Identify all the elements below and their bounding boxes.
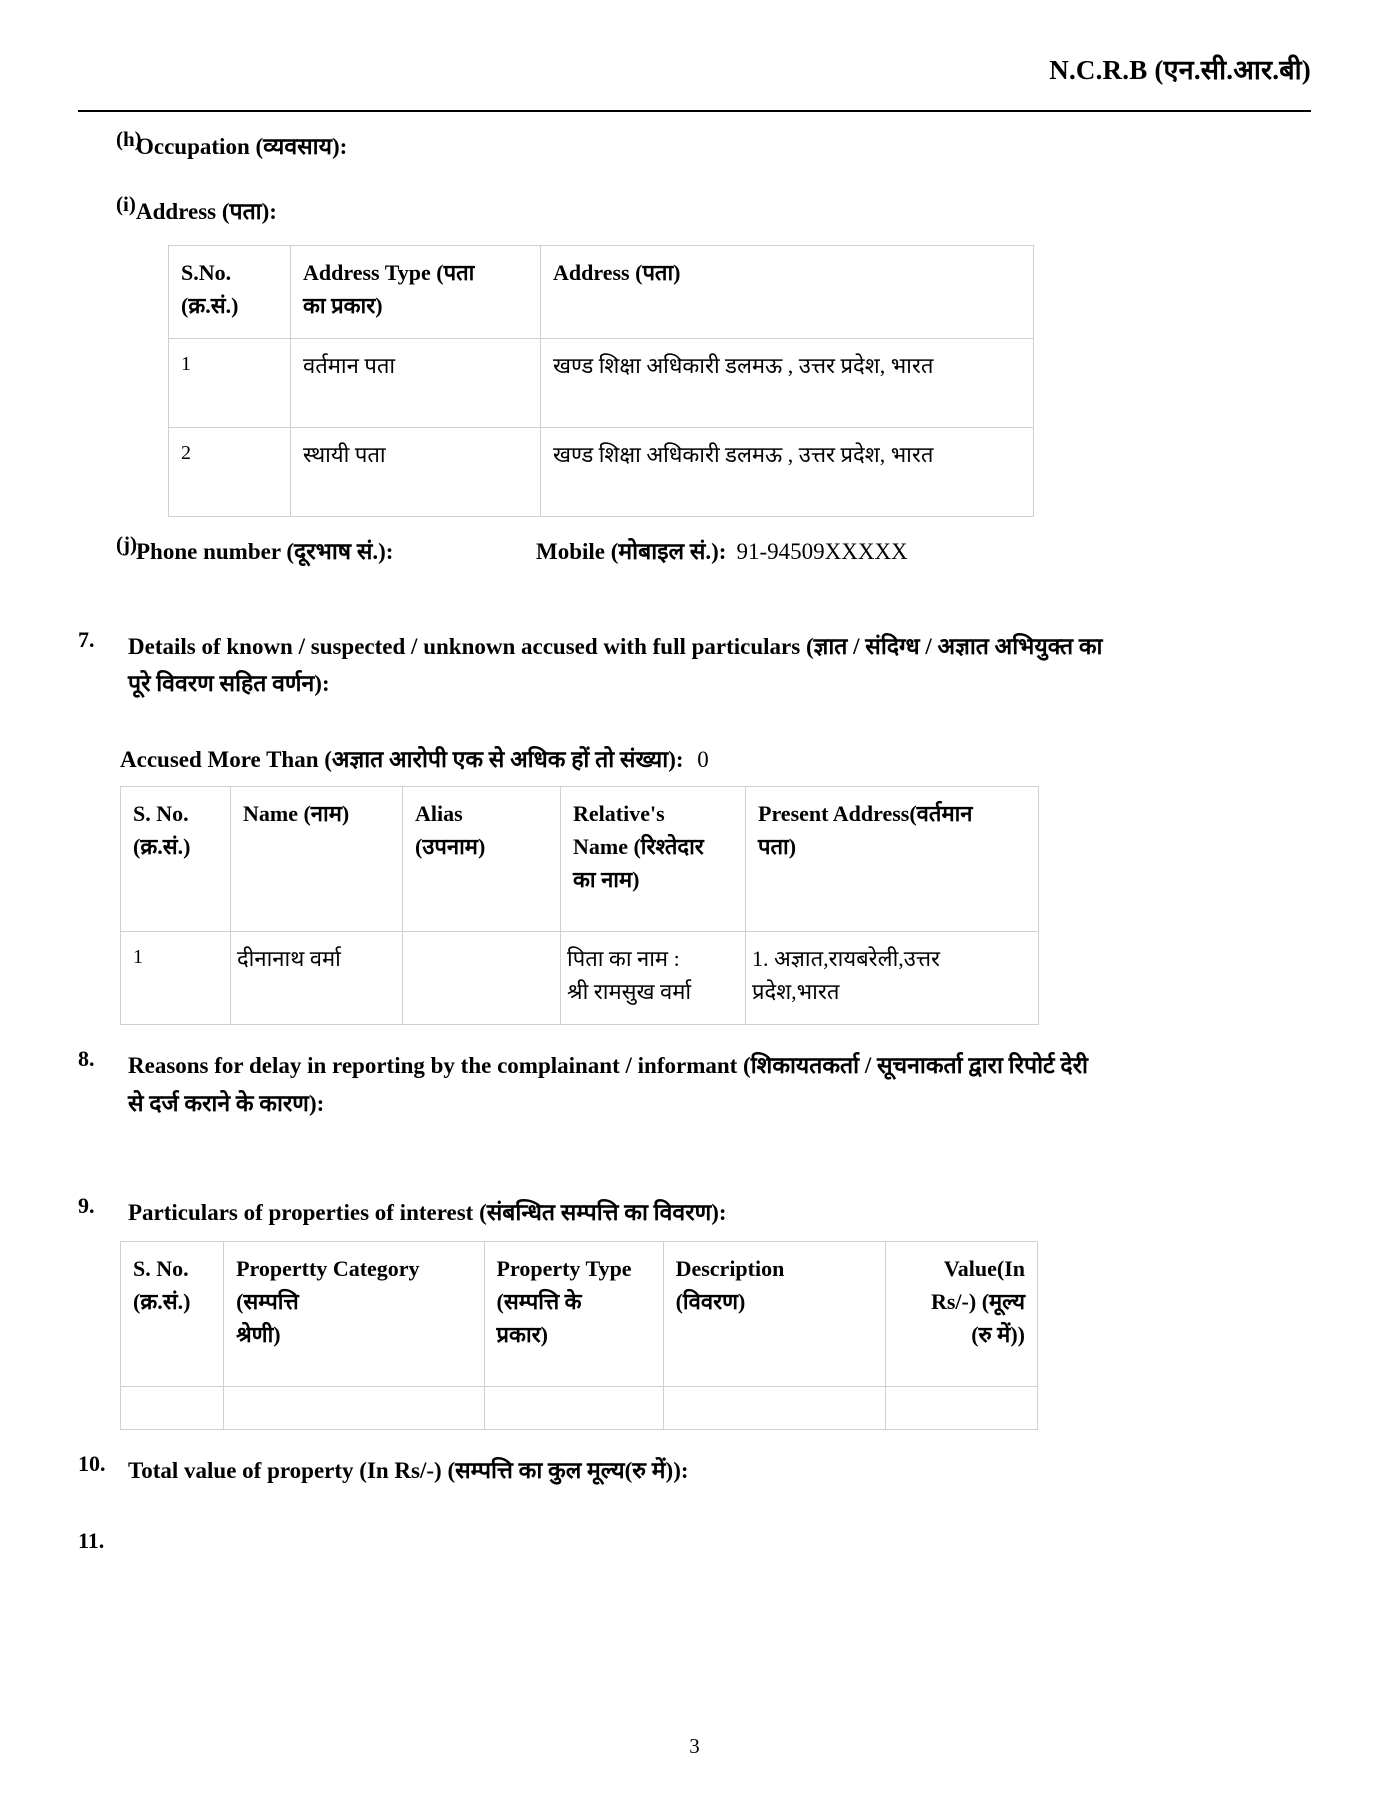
col-header-sno-line2: (क्र.सं.) — [181, 292, 239, 318]
accused-table — [120, 786, 1039, 1025]
item-marker-i: (i) — [116, 192, 136, 217]
col-header-accused-alias-line2: (उपनाम) — [415, 834, 486, 860]
cell-address: खण्ड शिक्षा अधिकारी डलमऊ , उत्तर प्रदेश, भारत — [541, 338, 1034, 427]
col-header-address — [541, 245, 1034, 338]
cell-property-sno — [121, 1387, 224, 1430]
col-header-accused-sno-line1: S. No. — [133, 801, 189, 827]
properties-label: Particulars of properties of interest (संबन्धित सम्पत्ति का विवरण): — [128, 1199, 727, 1225]
col-header-accused-alias-line1: Alias — [415, 801, 463, 827]
cell-property-type — [484, 1387, 663, 1430]
total-property-value-label: Total value of property (In Rs/-) (सम्पत्ति का कुल मूल्य(रु में)): — [128, 1458, 689, 1483]
col-header-present-address-line1: Present Address(वर्तमान — [758, 801, 973, 827]
field-total-property-value — [78, 1452, 1311, 1489]
cell-relatives-name — [561, 932, 746, 1025]
cell-accused-sno: 1 — [121, 932, 231, 1025]
phone-number-label: Phone number (दूरभाष सं.): — [136, 538, 394, 564]
cell-sno: 1 — [169, 338, 291, 427]
item-marker-8: 8. — [78, 1046, 95, 1072]
col-header-property-value-line2: Rs/-) (मूल्य — [930, 1289, 1025, 1314]
field-properties — [78, 1194, 1311, 1231]
table-header-row — [169, 245, 1034, 338]
col-header-property-description-line1: Description — [675, 1256, 785, 1281]
col-header-property-sno-line1: S. No. — [133, 1256, 189, 1281]
col-header-sno-line1: S.No. — [181, 259, 232, 285]
col-header-present-address-line2: पता) — [758, 834, 797, 860]
table-header-row — [121, 1242, 1038, 1387]
col-header-address-type-line2: का प्रकार) — [303, 292, 383, 318]
table-row — [121, 1387, 1038, 1430]
col-header-property-description-line2: (विवरण) — [675, 1289, 746, 1314]
col-header-property-type-line2: (सम्पत्ति के — [496, 1289, 582, 1314]
col-header-accused-sno — [121, 787, 231, 932]
col-header-accused-sno-line2: (क्र.सं.) — [133, 834, 191, 860]
table-header-row — [121, 787, 1039, 932]
item-marker-9: 9. — [78, 1192, 95, 1218]
cell-present-address-line2: प्रदेश,भारत — [752, 979, 840, 1005]
cell-accused-alias — [403, 932, 561, 1025]
col-header-relatives-name — [561, 787, 746, 932]
item-marker-10: 10. — [78, 1451, 106, 1476]
cell-address-type: स्थायी पता — [291, 427, 541, 516]
occupation-label: Occupation (व्यवसाय): — [136, 134, 348, 159]
col-header-property-sno-line2: (क्र.सं.) — [133, 1289, 191, 1314]
property-table — [120, 1241, 1038, 1430]
mobile-value: 91-94509XXXXX — [736, 538, 908, 564]
cell-address-type: वर्तमान पता — [291, 338, 541, 427]
col-header-property-category — [224, 1242, 484, 1387]
field-occupation — [78, 128, 1311, 165]
col-header-property-sno — [121, 1242, 224, 1387]
mobile-label: Mobile (मोबाइल सं.): — [536, 538, 727, 564]
field-item-eleven — [78, 1529, 1311, 1553]
col-header-accused-alias — [403, 787, 561, 932]
field-phone — [78, 533, 1311, 570]
item-marker-11: 11. — [78, 1528, 105, 1554]
cell-address: खण्ड शिक्षा अधिकारी डलमऊ , उत्तर प्रदेश, भारत — [541, 427, 1034, 516]
accused-more-than — [120, 742, 1311, 774]
field-delay-reasons — [78, 1047, 1311, 1122]
accused-details-label: Details of known / suspected / unknown accused with full particulars (ज्ञात / संदिग्ध / अज्ञात अभियुक्त का पूरे विवरण सहित वर्णन): — [128, 633, 1103, 696]
cell-relatives-name-line2: श्री रामसुख वर्मा — [567, 979, 692, 1005]
page-number: 3 — [689, 1734, 700, 1758]
col-header-property-type-line3: प्रकार) — [496, 1322, 548, 1347]
col-header-property-type-line1: Property Type — [496, 1256, 632, 1281]
col-header-property-category-line1: Propertty Category — [236, 1256, 420, 1281]
item-marker-7: 7. — [78, 626, 95, 652]
col-header-property-category-line2: (सम्पत्ति — [236, 1289, 299, 1314]
document-content — [78, 128, 1311, 1553]
delay-reasons-label: Reasons for delay in reporting by the complainant / informant (शिकायतकर्ता / सूचनाकर्ता द्वारा रिपोर्ट देरी से दर्ज कराने के कारण): — [128, 1053, 1088, 1116]
cell-relatives-name-line1: पिता का नाम : — [567, 946, 680, 972]
col-header-accused-name-line1: Name (नाम) — [243, 801, 350, 827]
col-header-present-address — [746, 787, 1039, 932]
table-row — [121, 932, 1039, 1025]
table-row — [169, 338, 1034, 427]
cell-present-address — [746, 932, 1039, 1025]
accused-more-than-value: 0 — [697, 747, 709, 773]
address-label: Address (पता): — [136, 199, 277, 225]
col-header-property-category-line3: श्रेणी) — [236, 1322, 281, 1347]
col-header-address-type-line1: Address Type (पता — [303, 259, 475, 285]
col-header-relatives-name-line1: Relative's — [573, 801, 665, 827]
col-header-relatives-name-line2: Name (रिश्तेदार — [573, 834, 704, 860]
col-header-property-value-line3: (रु में)) — [971, 1322, 1025, 1347]
item-marker-j: (j) — [116, 531, 137, 556]
cell-property-category — [224, 1387, 484, 1430]
col-header-property-description — [663, 1242, 885, 1387]
accused-more-than-label: Accused More Than (अज्ञात आरोपी एक से अधिक हों तो संख्या): — [120, 747, 684, 773]
col-header-address-line1: Address (पता) — [553, 259, 681, 285]
col-header-accused-name — [231, 787, 403, 932]
col-header-property-value — [886, 1242, 1038, 1387]
cell-sno: 2 — [169, 427, 291, 516]
col-header-property-type — [484, 1242, 663, 1387]
address-table — [168, 245, 1034, 517]
cell-present-address-line1: 1. अज्ञात,रायबरेली,उत्तर — [752, 946, 941, 972]
cell-property-value — [886, 1387, 1038, 1430]
cell-accused-name: दीनानाथ वर्मा — [231, 932, 403, 1025]
col-header-address-type — [291, 245, 541, 338]
header-divider — [78, 110, 1311, 112]
cell-property-description — [663, 1387, 885, 1430]
table-row — [169, 427, 1034, 516]
col-header-property-value-line1: Value(In — [943, 1256, 1025, 1281]
page-title: N.C.R.B (एन.सी.आर.बी) — [1049, 55, 1311, 85]
item-marker-h: (h) — [116, 127, 142, 151]
col-header-relatives-name-line3: का नाम) — [573, 867, 640, 893]
field-accused-details — [78, 628, 1311, 703]
field-address — [78, 193, 1311, 230]
col-header-sno — [169, 245, 291, 338]
